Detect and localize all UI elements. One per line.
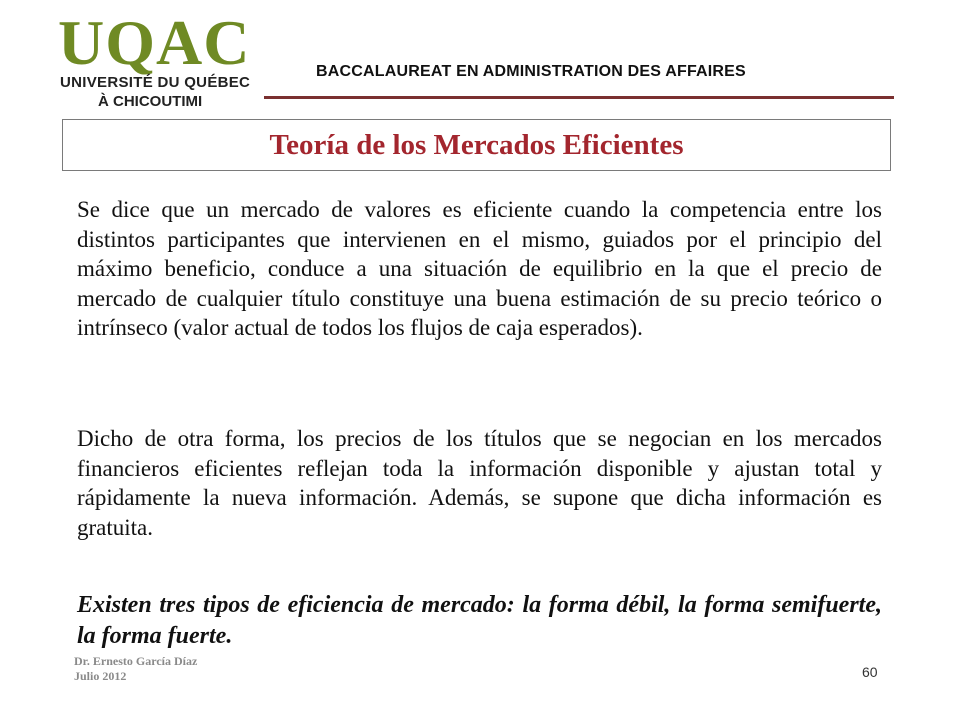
slide-title-box [62,119,891,171]
footer-date: Julio 2012 [74,669,127,683]
paragraph-restatement: Dicho de otra forma, los precios de los títulos que se negocian en los mercados financieros eficientes reflejan toda la información disponible y ajustan total y rápidamente la nueva información. Además, se supone que dicha información es gratuita. [77,426,882,540]
page-number: 60 [862,664,878,680]
logo-wordmark: UQAC [58,7,251,78]
footer-author: Dr. Ernesto García Díaz [74,654,198,668]
paragraph-definition: Se dice que un mercado de valores es eficiente cuando la competencia entre los distintos participantes que intervienen en el mismo, guiados por el principio del máximo beneficio, conduce a una situación de equilibrio en la que el precio de mercado de cualquier título constituye una buena estimación de su precio teórico o intrínseco (valor actual de todos los flujos de caja esperados). [77,197,882,340]
uqac-logo [58,7,266,110]
header-divider [264,96,894,99]
logo-university-line: UNIVERSITÉ DU QUÉBEC [60,74,251,91]
program-header: BACCALAUREAT EN ADMINISTRATION DES AFFAIRES [316,63,746,80]
footer-credits [74,654,197,684]
logo-campus-line: À CHICOUTIMI [98,93,203,110]
slide-title: Teoría de los Mercados Eficientes [269,129,684,161]
paragraph-efficiency-types: Existen tres tipos de eficiencia de mercado: la forma débil, la forma semifuerte, la forma fuerte. [77,592,882,649]
